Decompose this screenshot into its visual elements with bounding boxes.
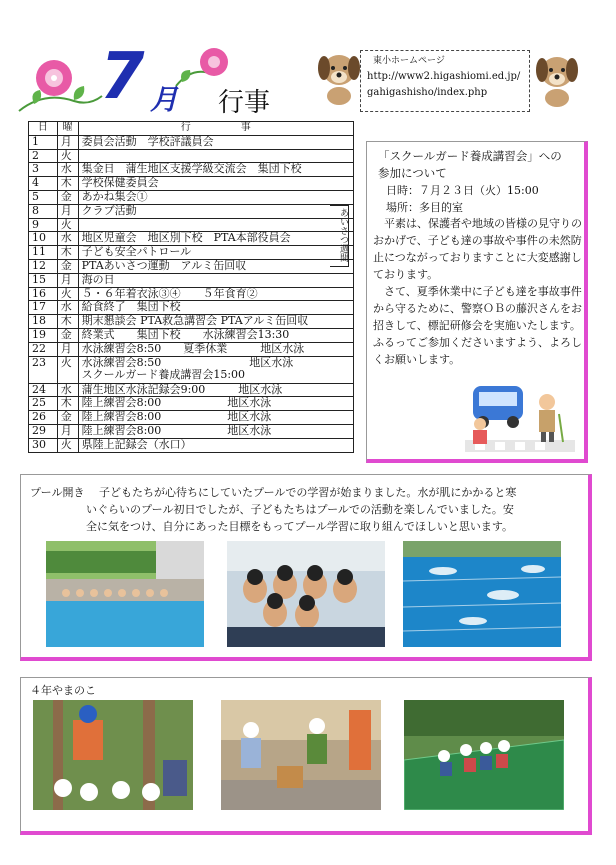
- yamanoko-photo-2: [221, 700, 381, 810]
- schedule-event: 蒲生地区水泳記録会9:00 地区水泳: [78, 383, 353, 397]
- guard-place: 場所：多目的室: [386, 201, 463, 214]
- schedule-row: [29, 301, 354, 315]
- homepage-url-line1[interactable]: http://www2.higashiomi.ed.jp/: [367, 71, 521, 82]
- schedule-day: 29: [29, 424, 58, 438]
- schedule-event: 陸上練習会8:00 地区水泳: [78, 411, 353, 425]
- schedule-dow: 水: [57, 301, 78, 315]
- schedule-day: 3: [29, 163, 58, 177]
- schedule-day: 15: [29, 273, 58, 287]
- schedule-day: 30: [29, 438, 58, 452]
- schedule-row: [29, 259, 354, 273]
- schedule-day: 22: [29, 342, 58, 356]
- schedule-dow: 金: [57, 411, 78, 425]
- dog-illustration-left: [312, 44, 366, 106]
- schedule-event: ５・６年着衣泳③④ ５年食育②: [78, 287, 353, 301]
- header-day: 日: [29, 122, 58, 136]
- pool-photo-3: [403, 541, 561, 647]
- schedule-day: 2: [29, 149, 58, 163]
- homepage-title: 東小ホームページ: [373, 56, 445, 66]
- yamanoko-photo-1: [33, 700, 193, 810]
- morning-glory-illustration: [14, 56, 104, 118]
- schedule-row: [29, 287, 354, 301]
- schedule-day: 16: [29, 287, 58, 301]
- schedule-dow: 金: [57, 259, 78, 273]
- schedule-event: 陸上練習会8:00 地区水泳: [78, 424, 353, 438]
- schedule-event: 水泳練習会8:50 夏季休業 地区水泳: [78, 342, 353, 356]
- schedule-event: [78, 356, 353, 383]
- schedule-dow: 木: [57, 315, 78, 329]
- schedule-row: [29, 273, 354, 287]
- pool-line-3: 全に気をつけ、自分にあった目標をもってプール学習に取り組んでほしいと思います。: [86, 520, 514, 533]
- schedule-row: [29, 328, 354, 342]
- car-and-elder-illustration: [465, 378, 575, 454]
- schedule-dow: 火: [57, 438, 78, 452]
- schedule-row: [29, 397, 354, 411]
- schedule-day: 12: [29, 259, 58, 273]
- schedule-header-row: [29, 122, 354, 136]
- schedule-event: 委員会活動 学校評議員会: [78, 135, 353, 149]
- guard-paragraph-1: 平素は、保護者や地域の皆様の見守りのおかげで、子ども達の事故や事件の未然防止につながっておりますことに大変感謝しております。: [373, 217, 582, 281]
- schedule-dow: 月: [57, 135, 78, 149]
- schedule-row: [29, 411, 354, 425]
- schedule-day: 10: [29, 232, 58, 246]
- yamanoko-photo-3: [404, 700, 564, 810]
- schedule-event: 給食終了 集団下校: [78, 301, 353, 315]
- schedule-row: [29, 204, 354, 218]
- schedule-dow: 月: [57, 204, 78, 218]
- schedule-row: [29, 315, 354, 329]
- month-char: 月: [150, 83, 179, 116]
- schedule-event: 海の日: [78, 273, 353, 287]
- schedule-event: PTAあいさつ運動 アルミ缶回収: [78, 259, 353, 273]
- schedule-row: [29, 218, 354, 232]
- schedule-day: 11: [29, 246, 58, 260]
- schedule-day: 4: [29, 177, 58, 191]
- schedule-row: [29, 342, 354, 356]
- schedule-event: 終業式 集団下校 水泳練習会13:30: [78, 328, 353, 342]
- schedule-dow: 水: [57, 232, 78, 246]
- schedule-event: クラブ活動: [78, 204, 353, 218]
- schedule-dow: 木: [57, 397, 78, 411]
- schedule-day: 25: [29, 397, 58, 411]
- pool-label: プール開き: [30, 486, 85, 499]
- pool-text: [30, 484, 578, 535]
- schedule-event: 集金日 蒲生地区支援学級交流会 集団下校: [78, 163, 353, 177]
- page-title: 行事: [218, 88, 271, 118]
- schedule-row: [29, 246, 354, 260]
- schedule-day: 19: [29, 328, 58, 342]
- schedule-day: 23: [29, 356, 58, 383]
- schedule-event: 県陸上記録会（水口）: [78, 438, 353, 452]
- schedule-dow: 火: [57, 218, 78, 232]
- schedule-day: 18: [29, 315, 58, 329]
- schedule-row: [29, 177, 354, 191]
- schedule-row: [29, 356, 354, 383]
- greeting-week-label: あいさつ週間: [338, 208, 348, 262]
- schedule-event: 地区児童会 地区別下校 PTA本部役員会: [78, 232, 353, 246]
- header-event: 行 事: [78, 122, 353, 136]
- schedule-dow: 水: [57, 163, 78, 177]
- homepage-box: [360, 50, 530, 112]
- schedule-row: [29, 232, 354, 246]
- yamanoko-title: ４年やまのこ: [30, 684, 96, 697]
- schedule-dow: 水: [57, 383, 78, 397]
- header-dow: 曜: [57, 122, 78, 136]
- schedule-day: 17: [29, 301, 58, 315]
- schedule-dow: 金: [57, 190, 78, 204]
- schedule-dow: 月: [57, 273, 78, 287]
- schedule-row: [29, 424, 354, 438]
- schedule-dow: 火: [57, 149, 78, 163]
- schedule-event-line2: スクールガード養成講習会15:00: [81, 367, 246, 381]
- schedule-day: 5: [29, 190, 58, 204]
- dog-illustration-right: [530, 46, 584, 108]
- schedule-row: [29, 163, 354, 177]
- guard-title-line1: 「スクールガード養成講習会」への: [378, 149, 562, 163]
- schedule-day: 1: [29, 135, 58, 149]
- schedule-event: 陸上練習会8:00 地区水泳: [78, 397, 353, 411]
- schedule-dow: 月: [57, 424, 78, 438]
- pool-line-1: 子どもたちが心待ちにしていたプールでの学習が始まりました。水が肌にかかると寒: [98, 486, 517, 499]
- schedule-day: 24: [29, 383, 58, 397]
- guard-paragraph-2: さて、夏季休業中に子ども達を事故事件から守るために、警察ＯＢの藤沢さんをお招きして、標記研修会を実施いたします。ふるってご参加くださいますよう、よろしくお願いします。: [373, 285, 582, 366]
- pool-photo-2: [227, 541, 385, 647]
- schedule-event: あかね集会①: [78, 190, 353, 204]
- schedule-row: [29, 438, 354, 452]
- schedule-dow: 木: [57, 246, 78, 260]
- schedule-dow: 金: [57, 328, 78, 342]
- schedule-row: [29, 149, 354, 163]
- month-number: 7: [100, 40, 141, 114]
- pool-photo-1: [46, 541, 204, 647]
- schedule-day: 9: [29, 218, 58, 232]
- schedule-dow: 火: [57, 356, 78, 383]
- guard-body: [373, 215, 583, 368]
- schedule-event: [78, 218, 353, 232]
- schedule-event: 期末懇談会 PTA救急講習会 PTAアルミ缶回収: [78, 315, 353, 329]
- schedule-dow: 木: [57, 177, 78, 191]
- schedule-event: [78, 149, 353, 163]
- pool-line-2: いぐらいのプール初日でしたが、子どもたちはプールでの活動を楽しんでいました。安: [86, 503, 514, 516]
- homepage-url-line2[interactable]: gahigashisho/index.php: [367, 87, 488, 98]
- schedule-event: 子ども安全パトロール: [78, 246, 353, 260]
- schedule-row: [29, 383, 354, 397]
- guard-title-line2: 参加について: [378, 166, 447, 180]
- schedule-row: [29, 190, 354, 204]
- guard-date: 日時：７月２３日（火）15:00: [386, 184, 539, 197]
- schedule-row: [29, 135, 354, 149]
- school-guard-title: [378, 148, 578, 216]
- schedule-table: [28, 121, 354, 453]
- schedule-day: 26: [29, 411, 58, 425]
- schedule-event-line1: 水泳練習会8:50 地区水泳: [81, 355, 294, 369]
- schedule-event: 学校保健委員会: [78, 177, 353, 191]
- schedule-dow: 月: [57, 342, 78, 356]
- schedule-day: 8: [29, 204, 58, 218]
- schedule-dow: 火: [57, 287, 78, 301]
